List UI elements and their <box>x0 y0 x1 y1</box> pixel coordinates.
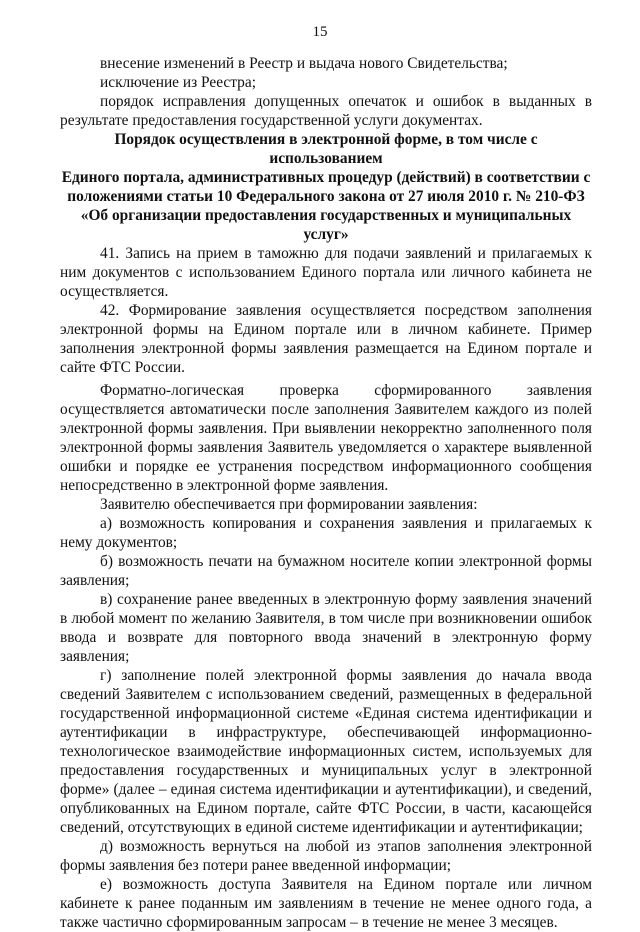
section-heading <box>60 130 592 244</box>
list-item-b: б) возможность печати на бумажном носителе копии электронной формы заявления; <box>60 553 592 589</box>
paragraph-applicant-provided: Заявителю обеспечивается при формировании заявления: <box>100 496 478 513</box>
section-heading-line: Порядок осуществления в электронной форме, в том числе с использованием <box>114 131 538 167</box>
section-heading-line: «Об организации предоставления государственных и муниципальных услуг» <box>80 207 572 243</box>
paragraph-format-check: Форматно-логическая проверка сформированного заявления осуществляется автоматически после заполнения Заявителем каждого из полей электронной формы заявления. При выявлении некорректно заполненного поля электронной формы заявления Заявитель уведомляется о характере выявленной ошибки и порядке ее устранения посредством информационного сообщения непосредственно в электронной форме заявления. <box>60 382 592 494</box>
section-heading-line: Единого портала, административных процедур (действий) в соответствии с <box>61 169 591 186</box>
intro-item: исключение из Реестра; <box>100 74 256 91</box>
list-item-a: а) возможность копирования и сохранения заявления и прилагаемых к нему документов; <box>60 515 592 551</box>
list-item-g: г) заполнение полей электронной формы заявления до начала ввода сведений Заявителем с использованием сведений, размещенных в федеральной государственной информационной системе «Единая система идентификации и аутентификации в инфраструктуре, обеспечивающей информационно-технологическое взаимодействие информационных систем, используемых для предоставления государственных и муниципальных услуг в электронной форме» (далее – единая система идентификации и аутентификации), и сведений, опубликованных на Едином портале, сайте ФТС России, в части, касающейся сведений, отсутствующих в единой системе идентификации и аутентификации; <box>60 667 592 836</box>
intro-item: внесение изменений в Реестр и выдача нового Свидетельства; <box>100 55 508 72</box>
paragraph-41: 41. Запись на прием в таможню для подачи заявлений и прилагаемых к ним документов с использованием Единого портала или личного кабинета не осуществляется. <box>60 245 592 300</box>
page-number: 15 <box>312 24 328 40</box>
intro-item: порядок исправления допущенных опечаток и ошибок в выданных в результате предоставления государственной услуги документах. <box>60 93 592 129</box>
document-body <box>60 54 592 932</box>
section-heading-line: положениями статьи 10 Федерального закона от 27 июля 2010 г. № 210-ФЗ <box>67 188 585 205</box>
list-item-v: в) сохранение ранее введенных в электронную форму заявления значений в любой момент по желанию Заявителя, в том числе при возникновении ошибок ввода и возврате для повторного ввода значений в электронную форму заявления; <box>60 591 592 665</box>
paragraph-42: 42. Формирование заявления осуществляется посредством заполнения электронной формы на Едином портале или в личном кабинете. Пример заполнения электронной формы заявления размещается на Едином портале и сайте ФТС России. <box>60 302 592 376</box>
list-item-e: е) возможность доступа Заявителя на Едином портале или личном кабинете к ранее поданным им заявлениям в течение не менее одного года, а также частично сформированным запросам – в течение не менее 3 месяцев. <box>60 876 592 931</box>
list-item-d: д) возможность вернуться на любой из этапов заполнения электронной формы заявления без потери ранее введенной информации; <box>60 838 592 874</box>
